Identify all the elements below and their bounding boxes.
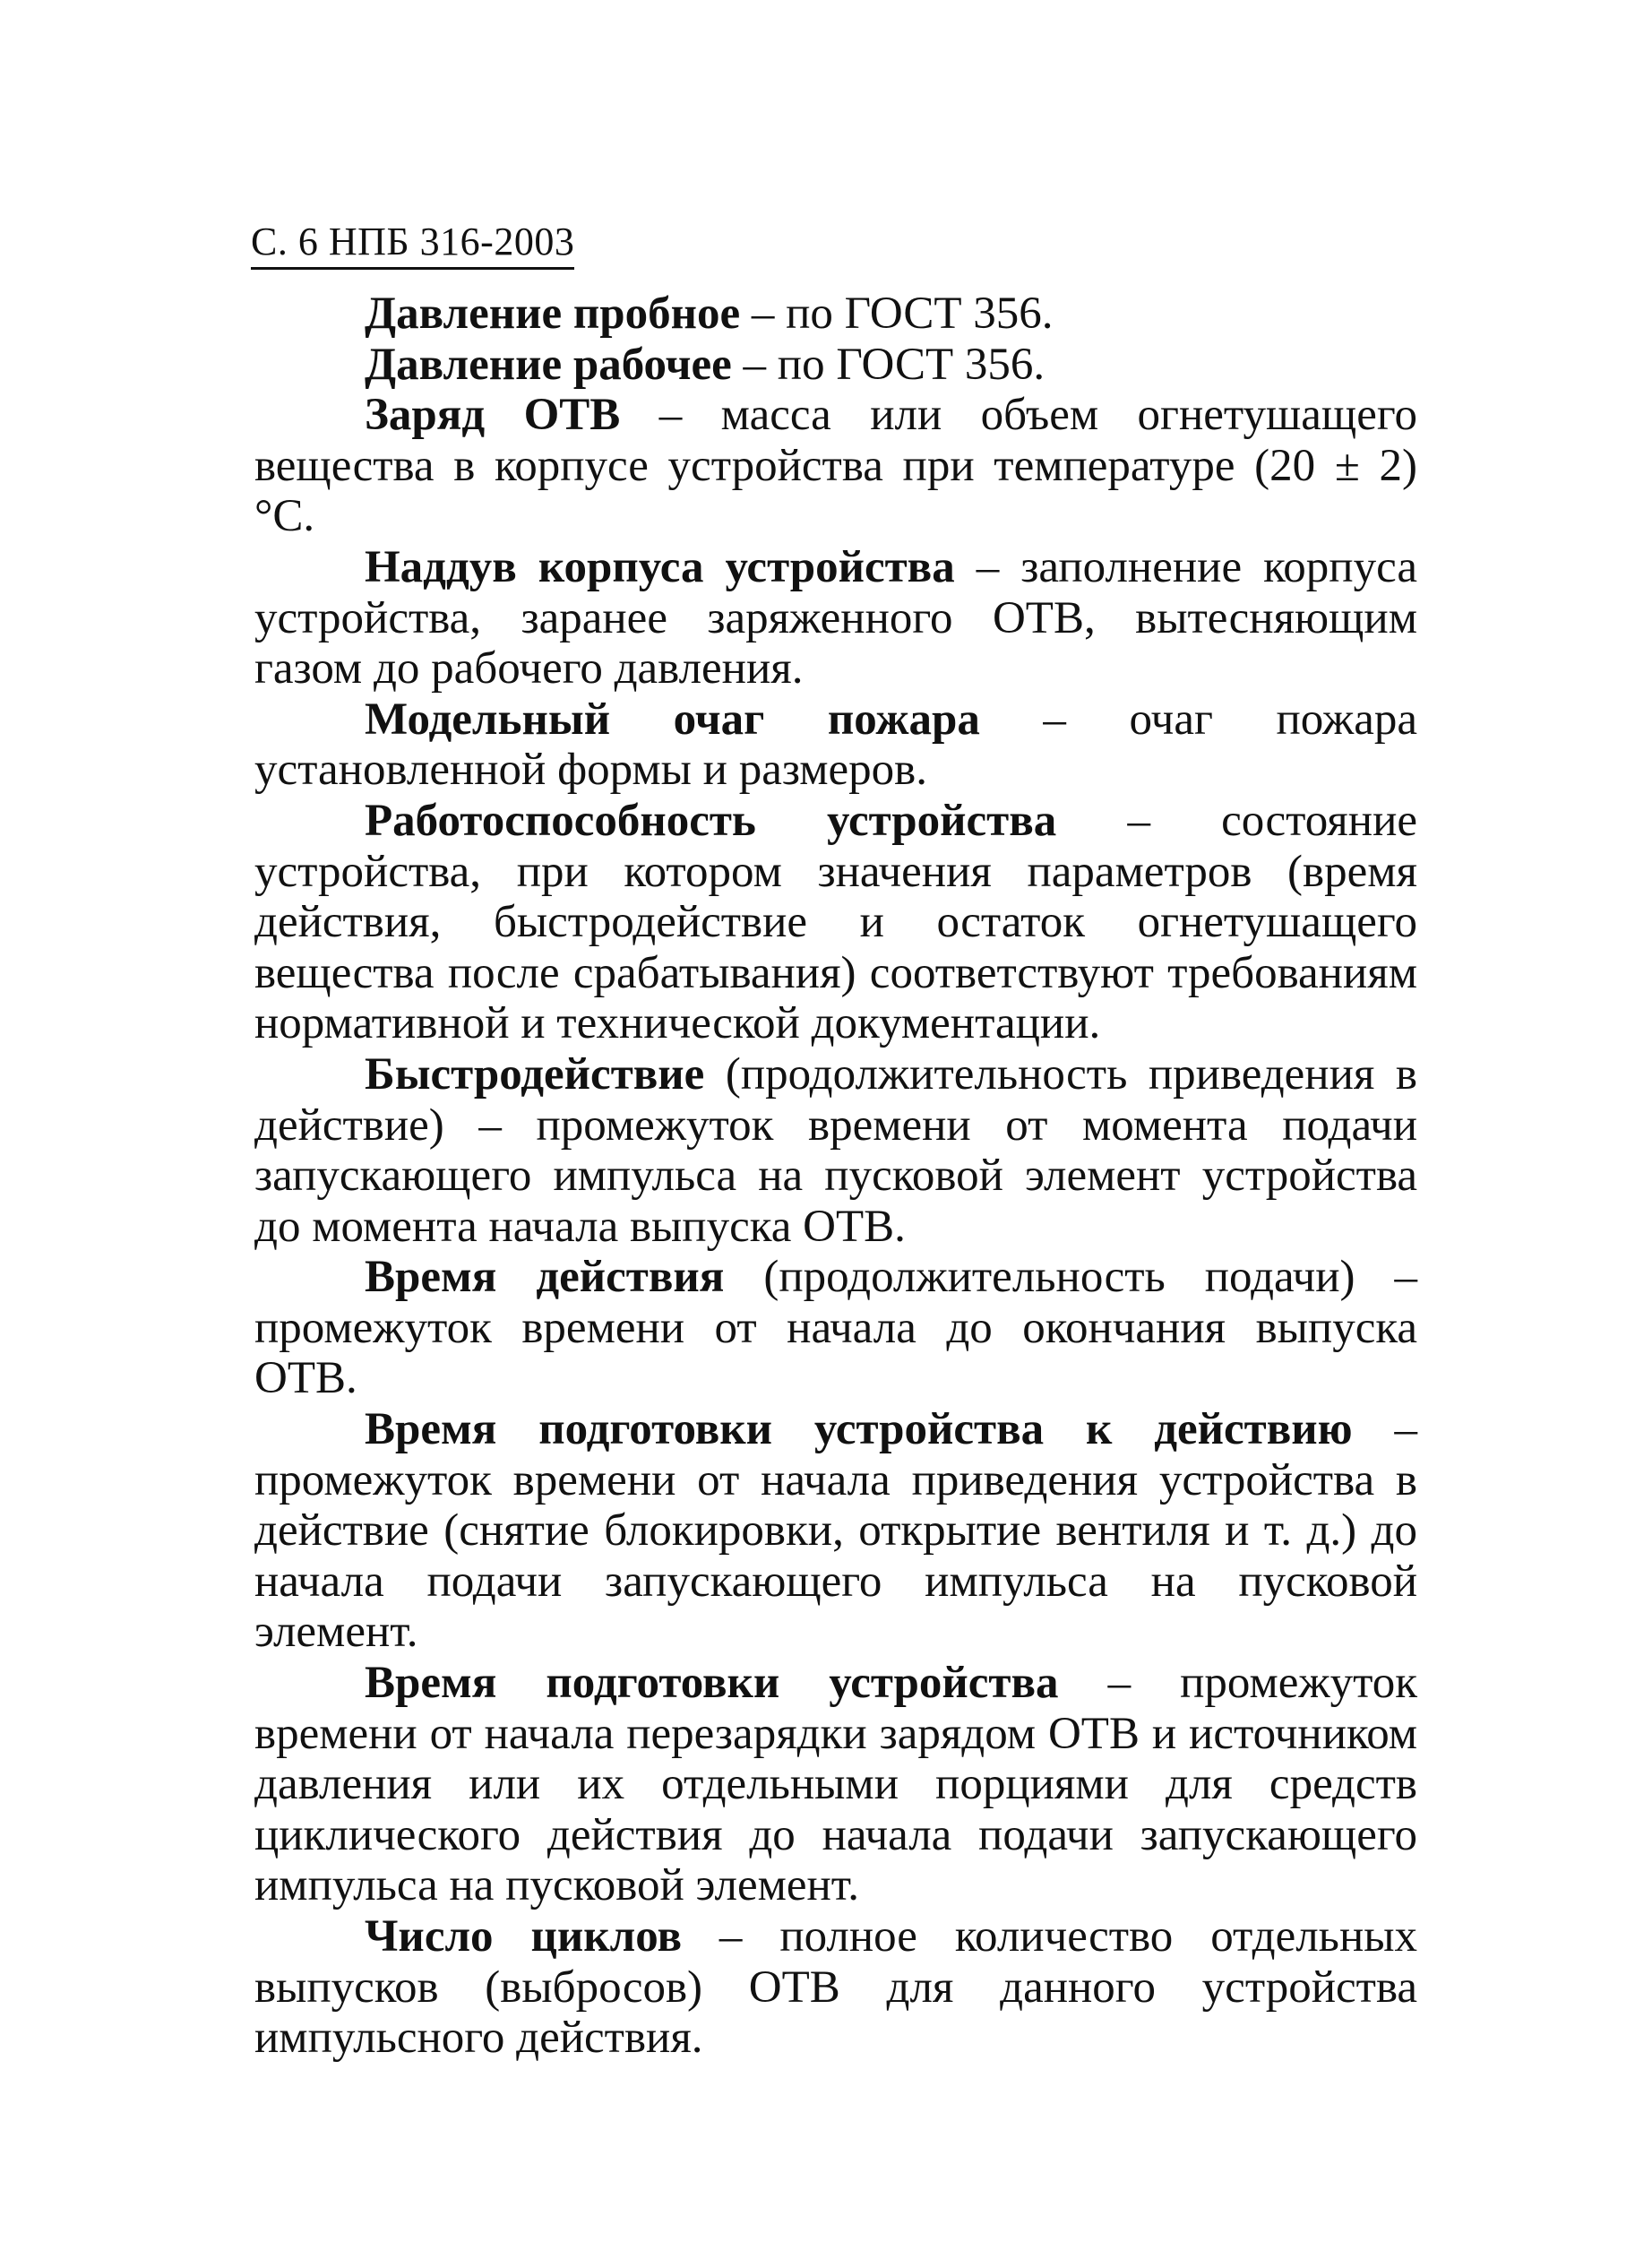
definition-text: (продолжительность приведения в действие) – промежуток времени от момента подачи запускающего импульса на пусковой элемент устройства до момента начала выпуска ОТВ. xyxy=(254,1048,1417,1252)
definition-term: Работоспособность устройства xyxy=(365,795,1057,846)
definition-term: Наддув корпуса устройства xyxy=(365,541,955,592)
definition-paragraph xyxy=(254,796,1417,1049)
definition-text: – по ГОСТ 356. xyxy=(731,339,1046,390)
definition-text: – промежуток времени от начала перезарядки зарядом ОТВ и источником давления или их отдельными порциями для средств циклического действия до начала подачи запускающего импульса на пусковой элемент. xyxy=(254,1658,1417,1911)
definition-paragraph xyxy=(254,1049,1417,1252)
definition-text: – по ГОСТ 356. xyxy=(740,289,1054,339)
definition-paragraph xyxy=(254,694,1417,796)
definition-term: Время действия xyxy=(365,1252,725,1303)
definition-term: Заряд ОТВ xyxy=(365,390,621,441)
definition-term: Модельный очаг пожара xyxy=(365,694,980,745)
definition-paragraph xyxy=(254,1404,1417,1658)
definition-paragraph xyxy=(254,1658,1417,1911)
definition-text: – состояние устройства, при котором значения параметров (время действия, быстродействие и остаток огнетушащего вещества после срабатывания) соответствуют требованиям нормативной и технической документации. xyxy=(254,795,1417,1049)
definition-paragraph xyxy=(254,289,1417,340)
document-body xyxy=(254,289,1417,2064)
definition-paragraph xyxy=(254,542,1417,694)
definition-paragraph xyxy=(254,390,1417,542)
definition-paragraph xyxy=(254,1252,1417,1404)
definition-text: (продолжительность подачи) – промежуток времени от начала до окончания выпуска ОТВ. xyxy=(254,1252,1418,1404)
definition-term: Давление рабочее xyxy=(365,339,732,390)
definition-paragraph xyxy=(254,340,1417,391)
definition-term: Давление пробное xyxy=(365,289,741,339)
definition-term: Время подготовки устройства xyxy=(365,1658,1059,1709)
definition-term: Быстродействие xyxy=(365,1048,705,1100)
definition-paragraph xyxy=(254,1911,1417,2064)
definition-text: – полное количество отдельных выпусков (выбросов) ОТВ для данного устройства импульсного действия. xyxy=(254,1911,1418,2064)
definition-term: Число циклов xyxy=(365,1911,683,1962)
definition-text: – масса или объем огнетушащего вещества в корпусе устройства при температуре (20 ± 2) °С. xyxy=(254,390,1417,542)
definition-text: – очаг пожара установленной формы и размеров. xyxy=(254,694,1417,796)
definition-text: – заполнение корпуса устройства, заранее заряженного ОТВ, вытесняющим газом до рабочего давления. xyxy=(254,541,1417,694)
page-header: С. 6 НПБ 316-2003 xyxy=(251,217,574,270)
definition-term: Время подготовки устройства к действию xyxy=(365,1404,1353,1455)
definition-text: – промежуток времени от начала приведения устройства в действие (снятие блокировки, открытие вентиля и т. д.) до начала подачи запускающего импульса на пусковой элемент. xyxy=(254,1404,1417,1658)
